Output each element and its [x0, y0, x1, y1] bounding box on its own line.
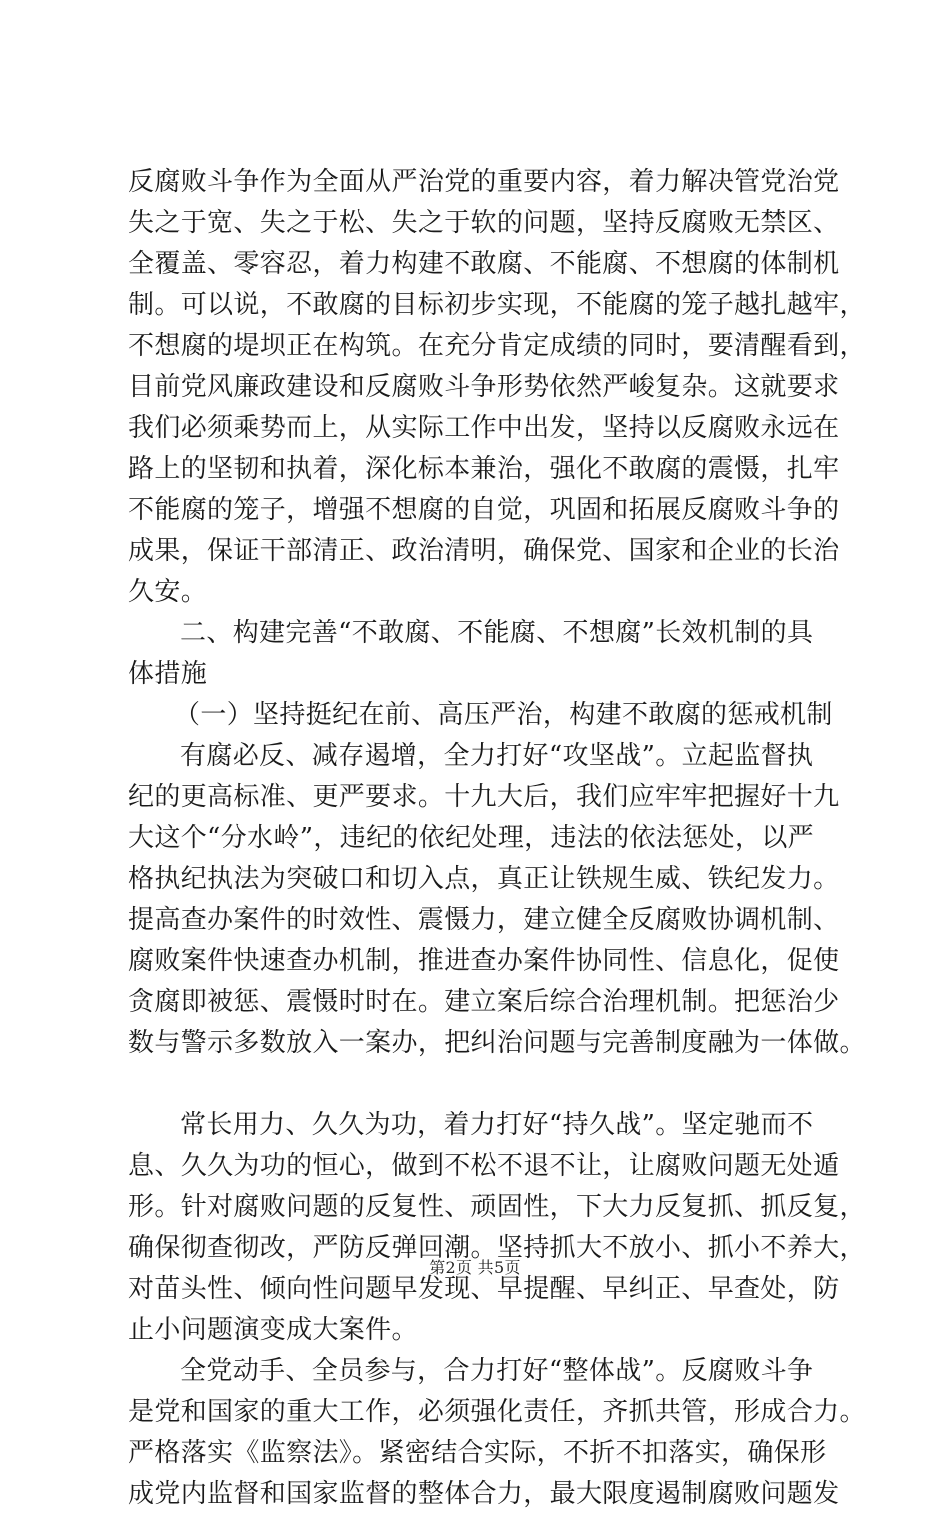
page-number-label: 第2页 共5页 — [429, 1258, 521, 1277]
paragraph-start: 有腐必反、减存遏增，全力打好“攻坚战”。立起监督执 — [180, 741, 814, 771]
body-line: 失之于宽、失之于松、失之于软的问题，坚持反腐败无禁区、 — [128, 208, 840, 238]
body-line: 是党和国家的重大工作，必须强化责任，齐抓共管，形成合力。 — [128, 1397, 866, 1427]
body-line: 反腐败斗争作为全面从严治党的重要内容，着力解决管党治党 — [128, 167, 840, 197]
paragraph-start: 常长用力、久久为功，着力打好“持久战”。坚定驰而不 — [180, 1110, 814, 1140]
body-line: 腐败案件快速查办机制，推进查办案件协同性、信息化，促使 — [128, 946, 840, 976]
body-line: 不能腐的笼子，增强不想腐的自觉，巩固和拓展反腐败斗争的 — [128, 495, 840, 525]
body-line: 形。针对腐败问题的反复性、顽固性，下大力反复抓、抓反复， — [128, 1192, 866, 1222]
subsection-heading: （一）坚持挺纪在前、高压严治，构建不敢腐的惩戒机制 — [174, 700, 833, 730]
body-line: 提高查办案件的时效性、震慑力，建立健全反腐败协调机制、 — [128, 905, 840, 935]
body-line: 制。可以说，不敢腐的目标初步实现，不能腐的笼子越扎越牢， — [128, 290, 866, 320]
body-line: 成党内监督和国家监督的整体合力，最大限度遏制腐败问题发 — [128, 1479, 840, 1509]
body-line: 止小问题演变成大案件。 — [128, 1315, 418, 1345]
body-line: 格执纪执法为突破口和切入点，真正让铁规生威、铁纪发力。 — [128, 864, 840, 894]
body-line: 确保彻查彻改，严防反弹回潮。坚持抓大不放小、抓小不养大， — [128, 1233, 866, 1263]
paragraph-start: 全党动手、全员参与，合力打好“整体战”。反腐败斗争 — [180, 1356, 814, 1386]
section-heading: 二、构建完善“不敢腐、不能腐、不想腐”长效机制的具 — [180, 618, 814, 648]
body-line: 成果，保证干部清正、政治清明，确保党、国家和企业的长治 — [128, 536, 840, 566]
paragraph-spacer — [128, 1064, 828, 1105]
section-heading-continued: 体措施 — [128, 659, 208, 689]
body-line: 全覆盖、零容忍，着力构建不敢腐、不能腐、不想腐的体制机 — [128, 249, 840, 279]
body-line: 大这个“分水岭”，违纪的依纪处理，违法的依法惩处，以严 — [128, 823, 815, 853]
body-line: 目前党风廉政建设和反腐败斗争形势依然严峻复杂。这就要求 — [128, 372, 840, 402]
body-line: 息、久久为功的恒心，做到不松不退不让，让腐败问题无处遁 — [128, 1151, 840, 1181]
document-body — [128, 162, 866, 1515]
body-line: 数与警示多数放入一案办，把纠治问题与完善制度融为一体做。 — [128, 1028, 866, 1058]
body-line: 严格落实《监察法》。紧密结合实际，不折不扣落实，确保形 — [128, 1438, 827, 1468]
body-line: 久安。 — [128, 577, 208, 607]
body-line: 对苗头性、倾向性问题早发现、早提醒、早纠正、早查处，防 — [128, 1274, 840, 1304]
body-line: 我们必须乘势而上，从实际工作中出发，坚持以反腐败永远在 — [128, 413, 840, 443]
body-line: 纪的更高标准、更严要求。十九大后，我们应牢牢把握好十九 — [128, 782, 840, 812]
body-line: 贪腐即被惩、震慑时时在。建立案后综合治理机制。把惩治少 — [128, 987, 840, 1017]
page-footer — [0, 1258, 950, 1278]
body-line: 路上的坚韧和执着，深化标本兼治，强化不敢腐的震慑，扎牢 — [128, 454, 840, 484]
body-line: 不想腐的堤坝正在构筑。在充分肯定成绩的同时，要清醒看到， — [128, 331, 866, 361]
